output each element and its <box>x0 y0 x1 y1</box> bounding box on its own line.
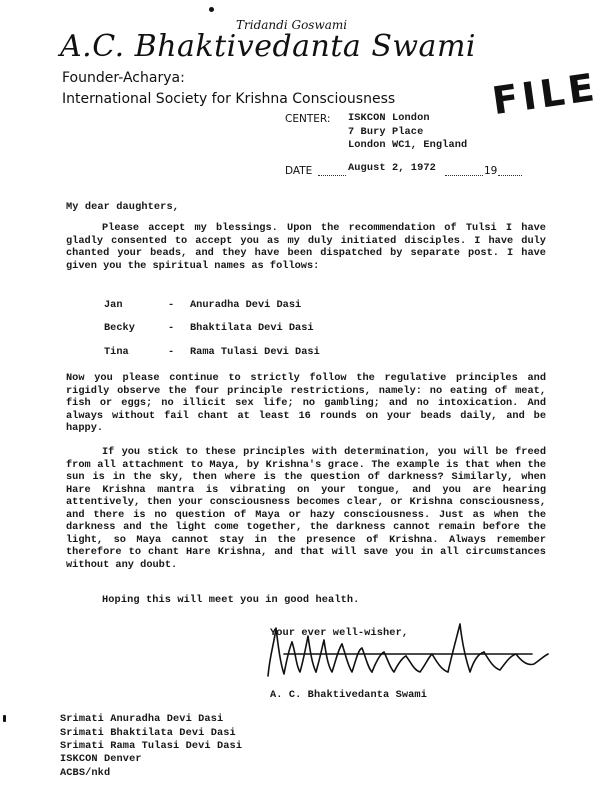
date-dotted-line-left <box>318 175 346 176</box>
date-value: August 2, 1972 <box>348 162 436 174</box>
letterhead-title: Tridandi Goswami <box>236 18 348 32</box>
date-label: DATE <box>285 165 313 177</box>
center-line1: ISKCON London <box>348 112 430 124</box>
valediction: Your ever well-wisher, <box>270 627 409 639</box>
name-row-jan <box>104 299 301 311</box>
paragraph-initiation: Please accept my blessings. Upon the recommendation of Tulsi I have gladly consented to accept you as my duly initiated disciples. I have duly chanted your beads, and they have been dispatched by separate post. I have given you the spiritual names as follows: <box>66 222 546 272</box>
spiritual-name: Anuradha Devi Dasi <box>190 299 302 311</box>
name-dash: - <box>168 346 175 358</box>
recipient-line: Srimati Anuradha Devi Dasi <box>60 713 224 725</box>
recipient-line: ISKCON Denver <box>60 753 142 765</box>
name-dash: - <box>168 299 175 311</box>
signer-name: A. C. Bhaktivedanta Swami <box>270 689 427 701</box>
closing-line: Hoping this will meet you in good health. <box>102 594 360 606</box>
date-dotted-line-right <box>498 175 522 176</box>
recipient-line: Srimati Rama Tulasi Devi Dasi <box>60 740 243 752</box>
center-line2: 7 Bury Place <box>348 126 424 138</box>
name-row-tina <box>104 346 320 358</box>
center-line3: London WC1, England <box>348 139 468 151</box>
letterhead-role: Founder-Acharya: <box>62 70 185 86</box>
name-dash: - <box>168 322 175 334</box>
name-row-becky <box>104 322 314 334</box>
paragraph-determination: If you stick to these principles with determination, you will be freed from all attachment to Maya, by Krishna's grace. The example is that when the sun is in the sky, then where is the question of darkness? Similarly, when Hare Krishna mantra is vibrating on your tongue, and you are hearing attentively, then your consciousness becomes clear, or Krishna consciousness, and there is no question of Maya or hazy consciousness. Just as when the darkness and the light come together, the darkness cannot remain before the light, so Maya cannot stay in the presence of Krishna. Always remember therefore to chant Hare Krishna, and that will save you in all circumstances without any doubt. <box>66 446 546 571</box>
reference-initials: ACBS/nkd <box>60 767 111 779</box>
spiritual-name: Rama Tulasi Devi Dasi <box>190 346 320 358</box>
ink-speck <box>209 7 214 12</box>
date-year-prefix: 19 <box>484 165 498 177</box>
person-name: Jan <box>104 299 123 311</box>
recipient-line: Srimati Bhaktilata Devi Dasi <box>60 727 236 739</box>
date-dotted-line-mid <box>445 175 483 176</box>
file-stamp: FILE <box>489 64 601 124</box>
person-name: Tina <box>104 346 129 358</box>
letterhead-name: A.C. Bhaktivedanta Swami <box>60 29 476 64</box>
salutation: My dear daughters, <box>66 201 180 213</box>
spiritual-name: Bhaktilata Devi Dasi <box>190 322 314 334</box>
person-name: Becky <box>104 322 135 334</box>
center-label: CENTER: <box>285 113 331 125</box>
paragraph-principles: Now you please continue to strictly follow the regulative principles and rigidly observe the four principle restrictions, namely: no eating of meat, fish or eggs; no illicit sex life; no gambling; and no intoxication. And always without fail chant at least 16 rounds on your beads daily, and be happy. <box>66 372 546 434</box>
letterhead-organization: International Society for Krishna Consciousness <box>62 91 396 107</box>
margin-mark <box>3 715 6 722</box>
handwritten-signature <box>262 614 552 686</box>
